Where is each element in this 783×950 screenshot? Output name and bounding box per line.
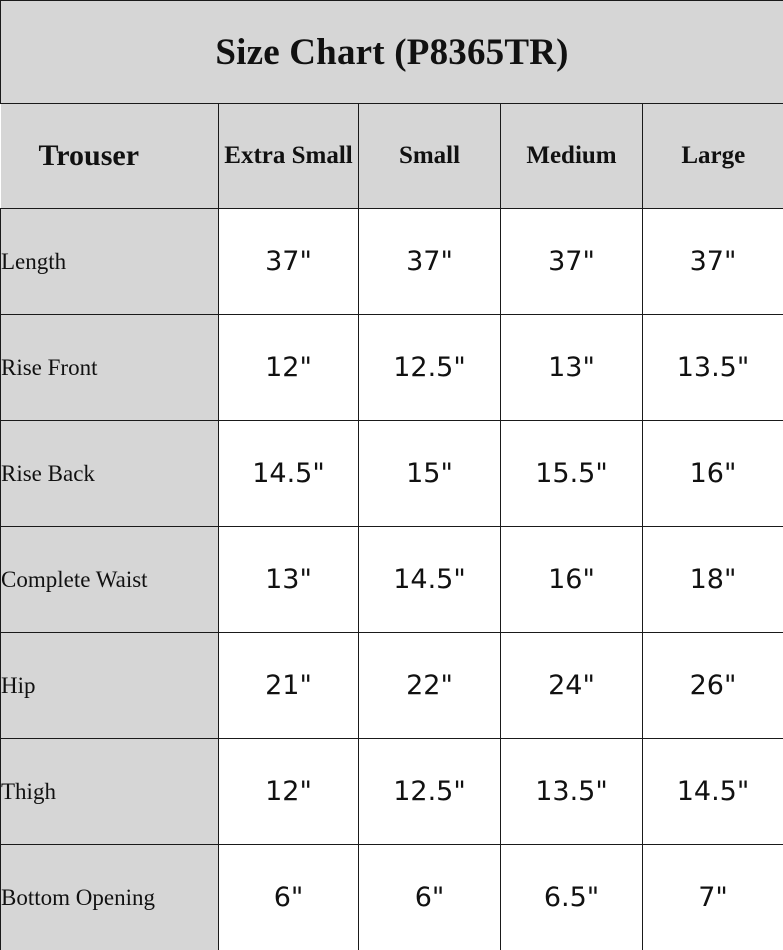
row-label-rise-back: Rise Back (1, 421, 219, 527)
row-label-rise-front: Rise Front (1, 315, 219, 421)
row-label-bottom-opening: Bottom Opening (1, 845, 219, 950)
cell-thigh-extra-small: 12" (219, 739, 359, 845)
cell-rise-front-large: 13.5" (643, 315, 783, 421)
cell-bottom-opening-extra-small: 6" (219, 845, 359, 950)
cell-rise-back-extra-small: 14.5" (219, 421, 359, 527)
row-label-thigh: Thigh (1, 739, 219, 845)
cell-rise-back-small: 15" (359, 421, 501, 527)
cell-rise-front-small: 12.5" (359, 315, 501, 421)
cell-complete-waist-small: 14.5" (359, 527, 501, 633)
cell-rise-back-large: 16" (643, 421, 783, 527)
table-row (1, 527, 783, 633)
cell-length-small: 37" (359, 209, 501, 315)
cell-complete-waist-medium: 16" (501, 527, 643, 633)
cell-bottom-opening-large: 7" (643, 845, 783, 950)
cell-bottom-opening-small: 6" (359, 845, 501, 950)
cell-hip-extra-small: 21" (219, 633, 359, 739)
table-row (1, 421, 783, 527)
cell-length-large: 37" (643, 209, 783, 315)
cell-rise-front-extra-small: 12" (219, 315, 359, 421)
cell-complete-waist-extra-small: 13" (219, 527, 359, 633)
cell-thigh-medium: 13.5" (501, 739, 643, 845)
table-row (1, 315, 783, 421)
table-row (1, 845, 783, 950)
row-label-hip: Hip (1, 633, 219, 739)
column-header-row (1, 104, 783, 209)
table-row (1, 633, 783, 739)
cell-hip-medium: 24" (501, 633, 643, 739)
column-header-small: Small (359, 104, 501, 209)
column-header-extra-small: Extra Small (219, 104, 359, 209)
cell-thigh-large: 14.5" (643, 739, 783, 845)
cell-length-extra-small: 37" (219, 209, 359, 315)
column-header-medium: Medium (501, 104, 643, 209)
column-header-large: Large (643, 104, 783, 209)
row-label-complete-waist: Complete Waist (1, 527, 219, 633)
page-title: Size Chart (P8365TR) (1, 1, 783, 104)
title-row (1, 1, 783, 104)
row-label-length: Length (1, 209, 219, 315)
cell-hip-small: 22" (359, 633, 501, 739)
cell-hip-large: 26" (643, 633, 783, 739)
cell-bottom-opening-medium: 6.5" (501, 845, 643, 950)
table-row (1, 209, 783, 315)
row-header-title: Trouser (1, 104, 219, 209)
cell-length-medium: 37" (501, 209, 643, 315)
cell-complete-waist-large: 18" (643, 527, 783, 633)
cell-rise-back-medium: 15.5" (501, 421, 643, 527)
table-row (1, 739, 783, 845)
cell-rise-front-medium: 13" (501, 315, 643, 421)
cell-thigh-small: 12.5" (359, 739, 501, 845)
